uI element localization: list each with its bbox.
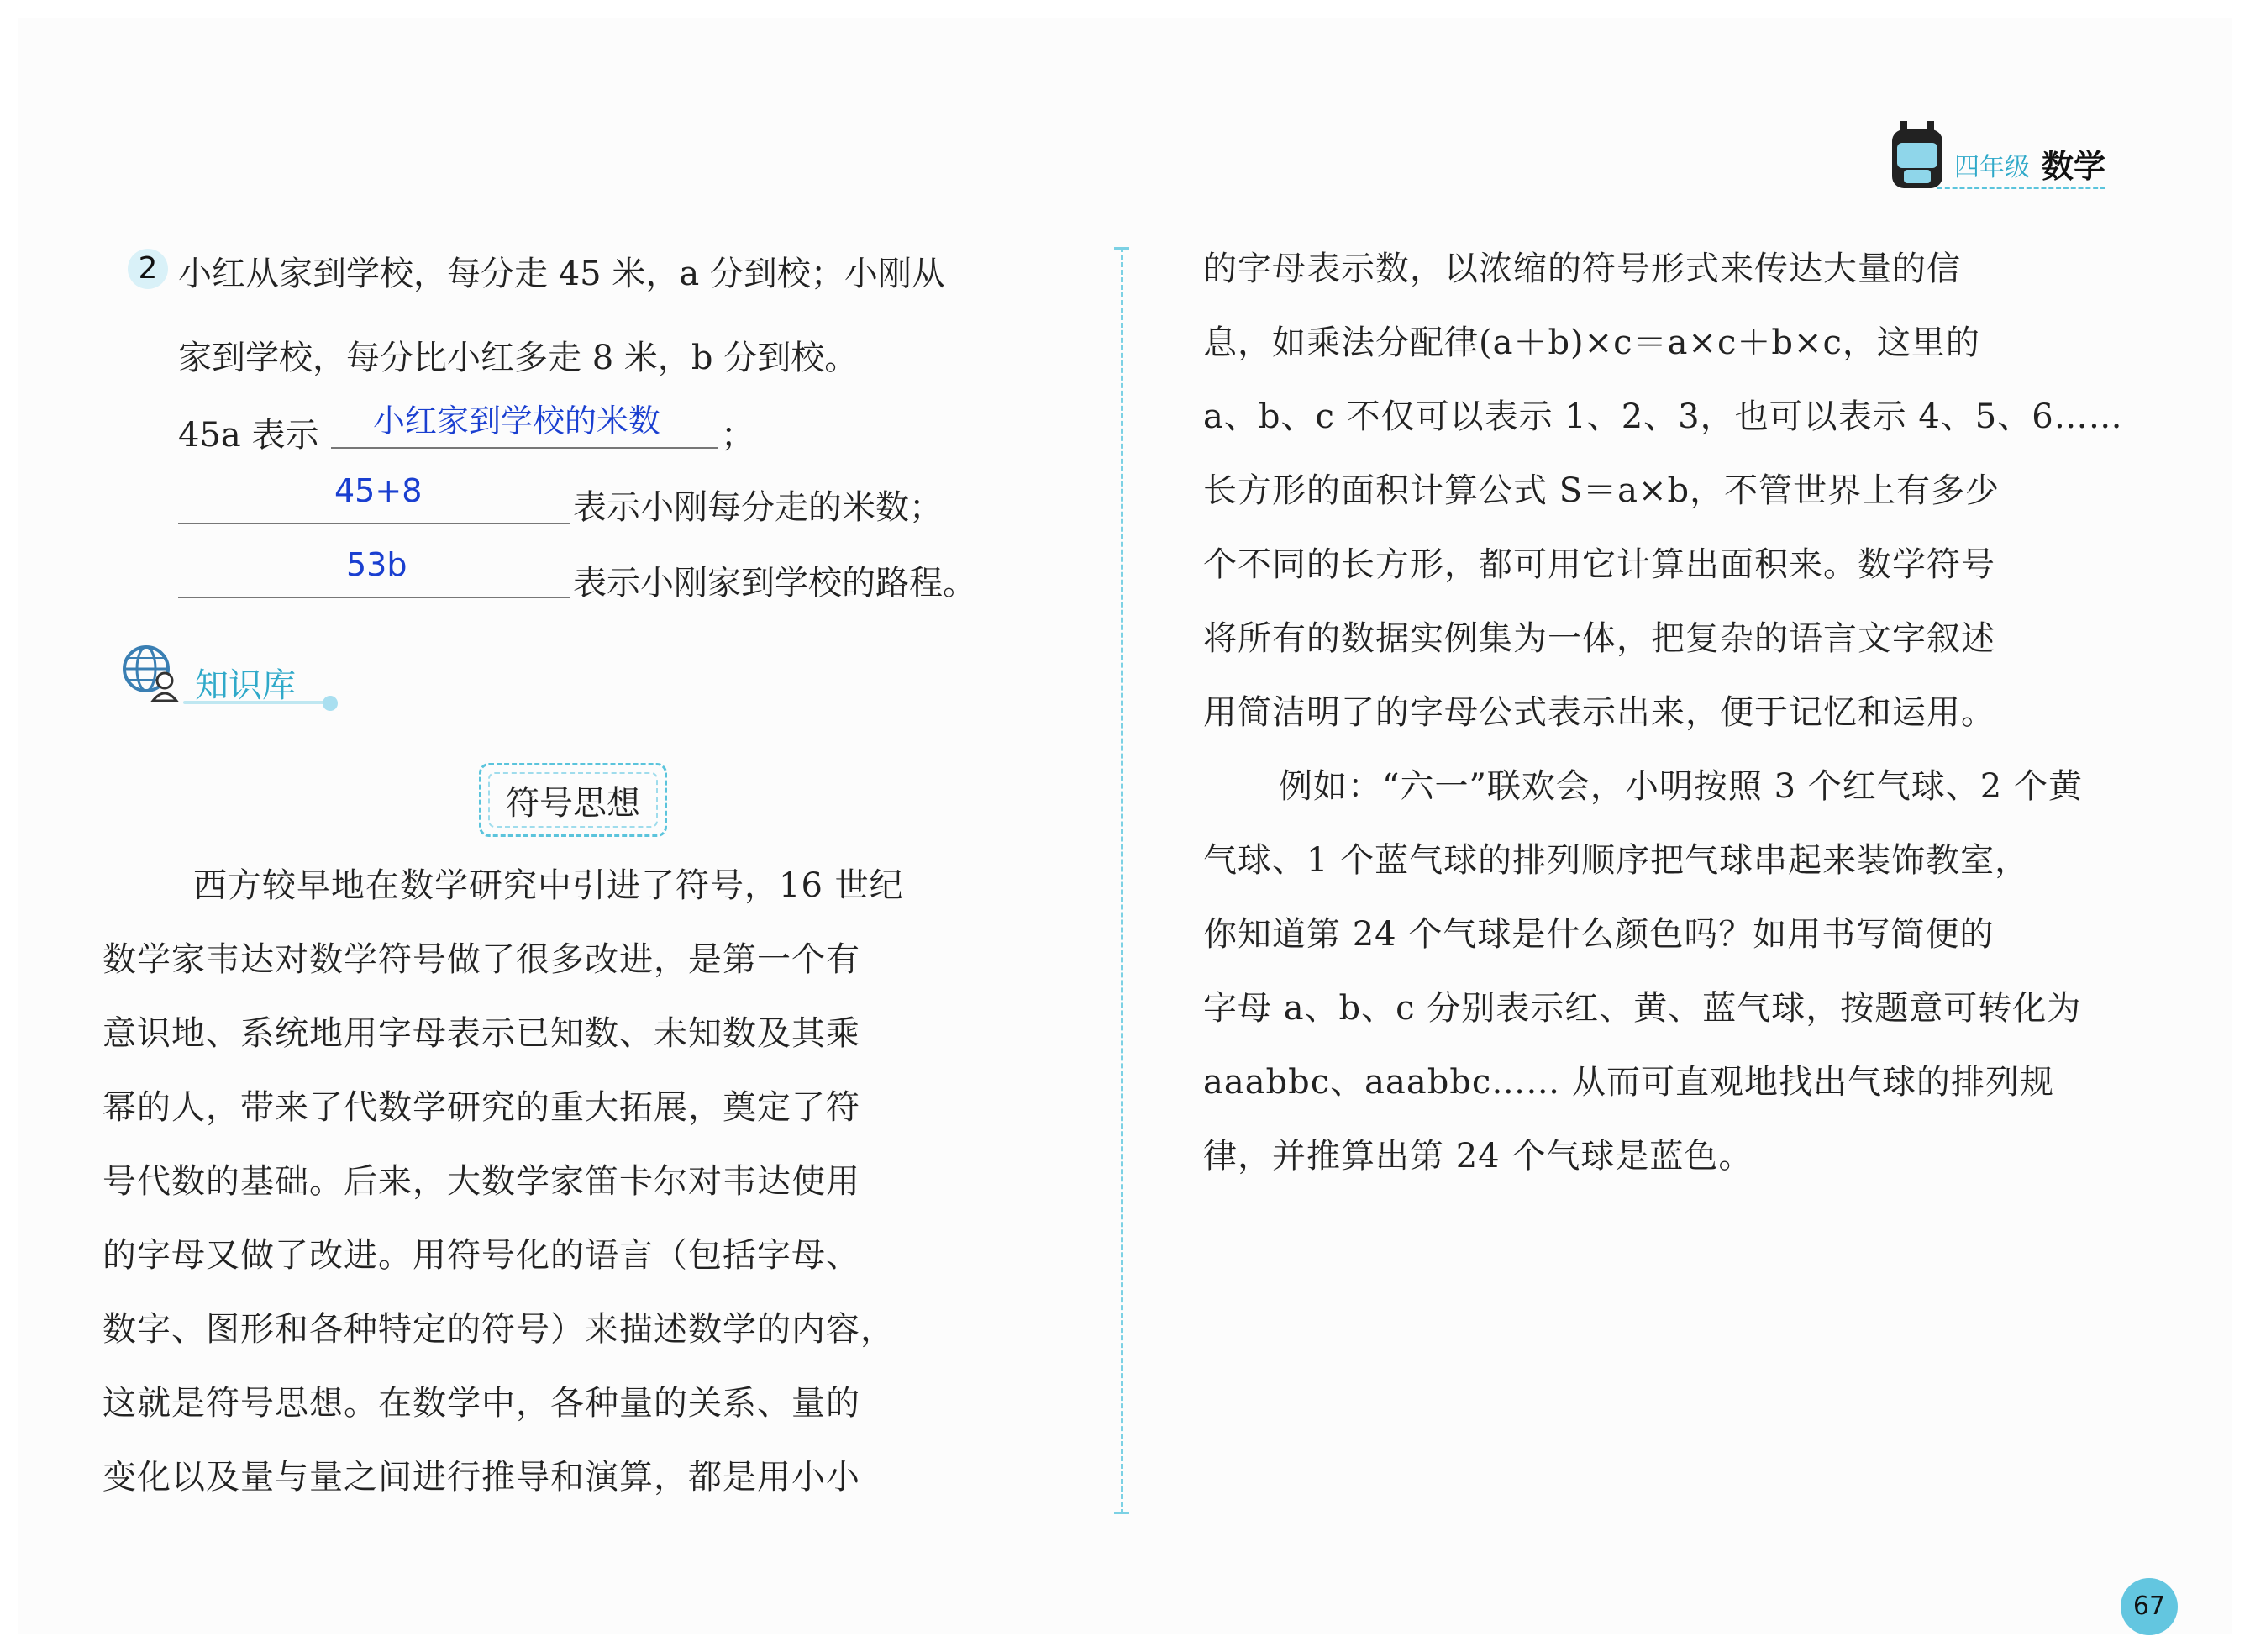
left-para-line: 意识地、系统地用字母表示已知数、未知数及其乘 (103, 1014, 860, 1053)
right-para-line: 律，并推算出第 24 个气球是蓝色。 (1203, 1137, 1753, 1176)
left-para-line: 变化以及量与量之间进行推导和演算，都是用小小 (103, 1458, 860, 1497)
blank1-line (331, 445, 718, 449)
globe-reader-icon (121, 644, 185, 702)
blank1-prefix: 45a 表示 (178, 416, 319, 455)
right-para-line: 用简洁明了的字母公式表示出来，便于记忆和运用。 (1203, 693, 1995, 732)
question-line-2: 家到学校，每分比小红多走 8 米，b 分到校。 (178, 339, 859, 377)
left-para-line: 号代数的基础。后来，大数学家笛卡尔对韦达使用 (103, 1162, 860, 1201)
knowledge-base-label: 知识库 (195, 666, 296, 705)
subject-label: 数学 (2041, 148, 2105, 185)
right-para-line: 将所有的数据实例集为一体，把复杂的语言文字叙述 (1203, 619, 1995, 658)
knowledge-base-dot (323, 696, 338, 711)
page-number-badge: 67 (2121, 1578, 2178, 1635)
right-para-line: 个不同的长方形，都可用它计算出面积来。数学符号 (1203, 545, 1995, 584)
question-number-badge: 2 (128, 249, 168, 289)
left-para-line: 西方较早地在数学研究中引进了符号，16 世纪 (193, 866, 904, 905)
blank3-line (178, 595, 570, 598)
right-para-line: 你知道第 24 个气球是什么颜色吗？如用书写简便的 (1203, 915, 1995, 954)
knowledge-base-underline (183, 701, 331, 704)
right-para-line: aaabbc、aaabbc…… 从而可直观地找出气球的排列规 (1203, 1063, 2055, 1102)
blank1-suffix: ； (721, 416, 754, 455)
right-para-line: 例如：“六一”联欢会，小明按照 3 个红气球、2 个黄 (1279, 767, 2083, 806)
section-title: 符号思想 (488, 772, 658, 828)
page-header (1889, 118, 2105, 192)
question-line-1: 小红从家到学校，每分走 45 米，a 分到校；小刚从 (178, 255, 945, 293)
blank3-suffix: 表示小刚家到学校的路程。 (573, 564, 976, 602)
left-para-line: 数字、图形和各种特定的符号）来描述数学的内容， (103, 1310, 895, 1349)
right-para-line: a、b、c 不仅可以表示 1、2、3，也可以表示 4、5、6…… (1203, 397, 2123, 436)
blank3-answer: 53b (346, 546, 407, 583)
header-dashed-line (1937, 187, 2105, 189)
blank1-answer: 小红家到学校的米数 (373, 402, 661, 439)
column-divider (1121, 247, 1123, 1514)
backpack-icon (1889, 118, 1946, 192)
left-para-line: 这就是符号思想。在数学中，各种量的关系、量的 (103, 1384, 860, 1423)
blank2-suffix: 表示小刚每分走的米数； (573, 488, 943, 527)
left-para-line: 数学家韦达对数学符号做了很多改进，是第一个有 (103, 940, 860, 979)
section-title-box (479, 763, 667, 837)
right-para-line: 字母 a、b、c 分别表示红、黄、蓝气球，按题意可转化为 (1203, 989, 2082, 1028)
right-para-line: 气球、1 个蓝气球的排列顺序把气球串起来装饰教室， (1203, 841, 2030, 880)
blank2-line (178, 521, 570, 524)
right-para-line: 息，如乘法分配律(a＋b)×c＝a×c＋b×c，这里的 (1203, 324, 1980, 362)
left-para-line: 幂的人，带来了代数学研究的重大拓展，奠定了符 (103, 1088, 860, 1127)
right-para-line: 长方形的面积计算公式 S＝a×b，不管世界上有多少 (1203, 471, 2000, 510)
grade-label: 四年级 (1953, 153, 2030, 182)
textbook-page (18, 18, 2232, 1634)
blank2-answer: 45+8 (334, 472, 423, 509)
right-para-line: 的字母表示数，以浓缩的符号形式来传达大量的信 (1203, 250, 1961, 288)
left-para-line: 的字母又做了改进。用符号化的语言（包括字母、 (103, 1236, 860, 1275)
